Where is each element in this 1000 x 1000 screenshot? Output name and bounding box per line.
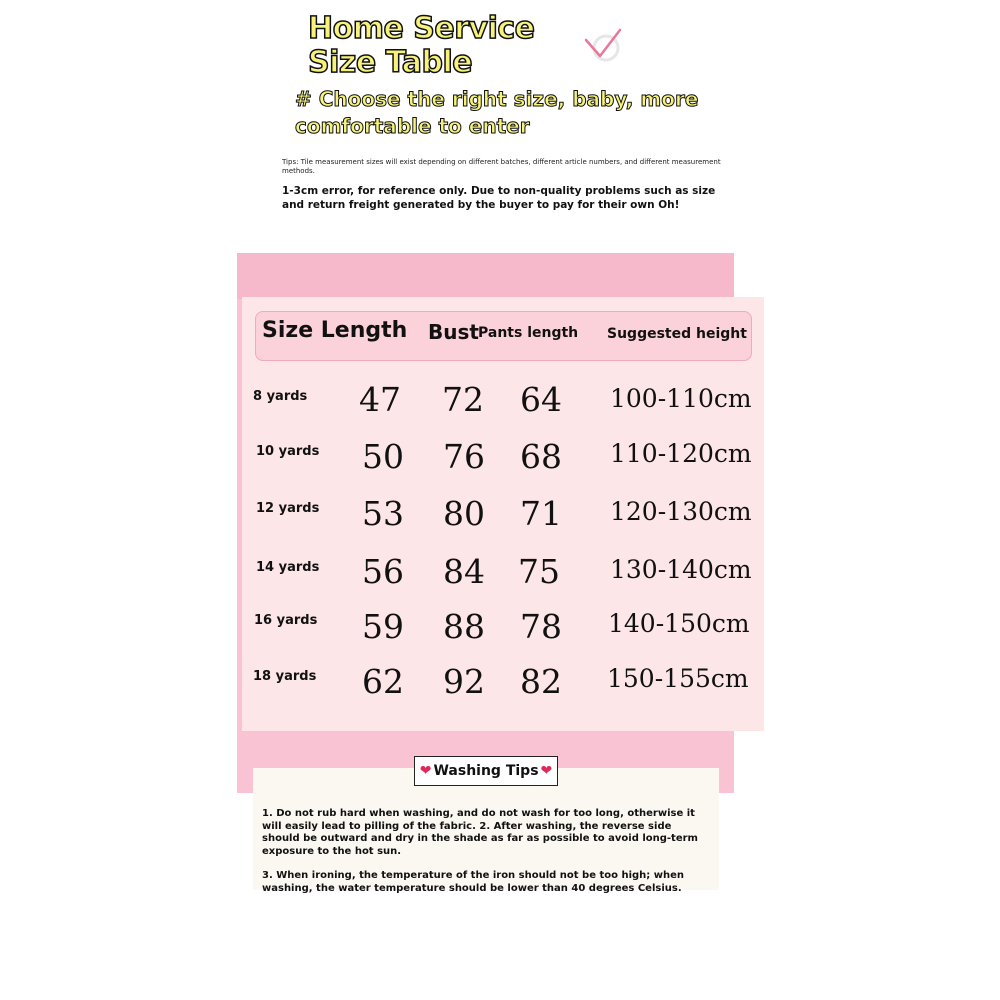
check-icon <box>582 26 624 68</box>
pants-value: 75 <box>518 552 560 591</box>
measurement-note: Tips: Tile measurement sizes will exist depending on different batches, different article numbers, and different measurement methods. <box>282 158 721 175</box>
pants-value: 64 <box>520 380 562 419</box>
length-value: 56 <box>362 552 404 591</box>
height-value: 100-110cm <box>610 384 752 413</box>
pants-value: 71 <box>520 494 562 533</box>
pants-value: 68 <box>520 437 562 476</box>
length-value: 50 <box>362 437 404 476</box>
bust-value: 76 <box>443 437 485 476</box>
bust-value: 92 <box>443 662 485 701</box>
header-suggested-height: Suggested height <box>607 326 747 342</box>
bust-value: 84 <box>443 552 485 591</box>
size-label: 10 yards <box>256 444 320 459</box>
washing-tips-title <box>414 756 558 786</box>
washing-instructions <box>262 808 707 907</box>
size-label: 16 yards <box>254 613 318 628</box>
height-value: 140-150cm <box>608 609 750 638</box>
page-subtitle: # Choose the right size, baby, more comfortable to enter <box>295 87 699 138</box>
length-value: 59 <box>362 607 404 646</box>
header-bust: Bust <box>428 320 479 344</box>
size-label: 14 yards <box>256 560 320 575</box>
pants-value: 82 <box>520 662 562 701</box>
length-value: 47 <box>359 380 401 419</box>
size-label: 8 yards <box>253 389 308 404</box>
error-note: 1-3cm error, for reference only. Due to non-quality problems such as size and return freight generated by the buyer to pay for their own Oh! <box>282 185 716 211</box>
washing-instruction-1: 1. Do not rub hard when washing, and do not wash for too long, otherwise it will easily lead to pilling of the fabric. 2. After washing, the reverse side should be outward and dry in the shade as far as possible to avoid long-term exposure to the hot sun. <box>262 808 698 857</box>
length-value: 53 <box>362 494 404 533</box>
header-pants-length: Pants length <box>478 325 579 341</box>
size-label: 12 yards <box>256 501 320 516</box>
washing-instruction-2: 3. When ironing, the temperature of the iron should not be too high; when washing, the water temperature should be lower than 40 degrees Celsius. <box>262 870 685 894</box>
height-value: 130-140cm <box>610 555 752 584</box>
pink-strip <box>237 253 734 299</box>
page-title: Home Service Size Table <box>308 11 535 80</box>
bust-value: 88 <box>443 607 485 646</box>
height-value: 110-120cm <box>610 439 752 468</box>
height-value: 120-130cm <box>610 497 752 526</box>
height-value: 150-155cm <box>607 664 749 693</box>
header-size-length: Size Length <box>262 318 408 343</box>
size-label: 18 yards <box>253 669 317 684</box>
heart-icon: ❤ <box>540 763 553 779</box>
length-value: 62 <box>362 662 404 701</box>
washing-tips-label: Washing Tips <box>433 763 539 779</box>
bust-value: 72 <box>442 380 484 419</box>
heart-icon: ❤ <box>419 763 432 779</box>
pants-value: 78 <box>520 607 562 646</box>
bust-value: 80 <box>443 494 485 533</box>
